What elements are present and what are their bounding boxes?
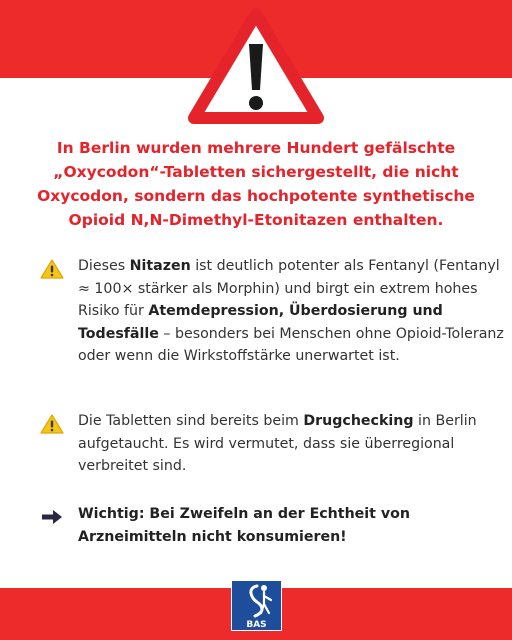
warning-icon bbox=[40, 413, 64, 435]
logo-text: BAS bbox=[246, 620, 267, 630]
large-warning-triangle-icon bbox=[186, 4, 326, 128]
arrow-right-icon bbox=[40, 506, 64, 528]
info-text-nitazen: Dieses Nitazen ist deutlich potenter als Fentanyl (Fentanyl ≈ 100× stärker als Morphin) und birgt ein extrem hohes Risiko für Atemdepression, Überdosierung und Todesfälle – besonders bei Menschen ohne Opioid-Toleranz oder wenn die Wirkstoffstärke unerwartet ist. bbox=[78, 258, 504, 365]
important-text: Wichtig: Bei Zweifeln an der Echtheit von Arzneimitteln nicht konsumieren! bbox=[78, 506, 410, 545]
bas-logo bbox=[231, 580, 282, 631]
warning-icon bbox=[40, 258, 64, 280]
headline: In Berlin wurden mehrere Hundert gefälschte „Oxycodon“-Tabletten sichergestellt, die nicht Oxycodon, sondern das hochpotente synthetische Opioid N,N-Dimethyl-Etonitazen enthalten. bbox=[37, 139, 475, 229]
info-text-drugchecking: Die Tabletten sind bereits beim Drugchecking in Berlin aufgetaucht. Es wird vermutet, dass sie überregional verbreitet sind. bbox=[78, 413, 477, 475]
